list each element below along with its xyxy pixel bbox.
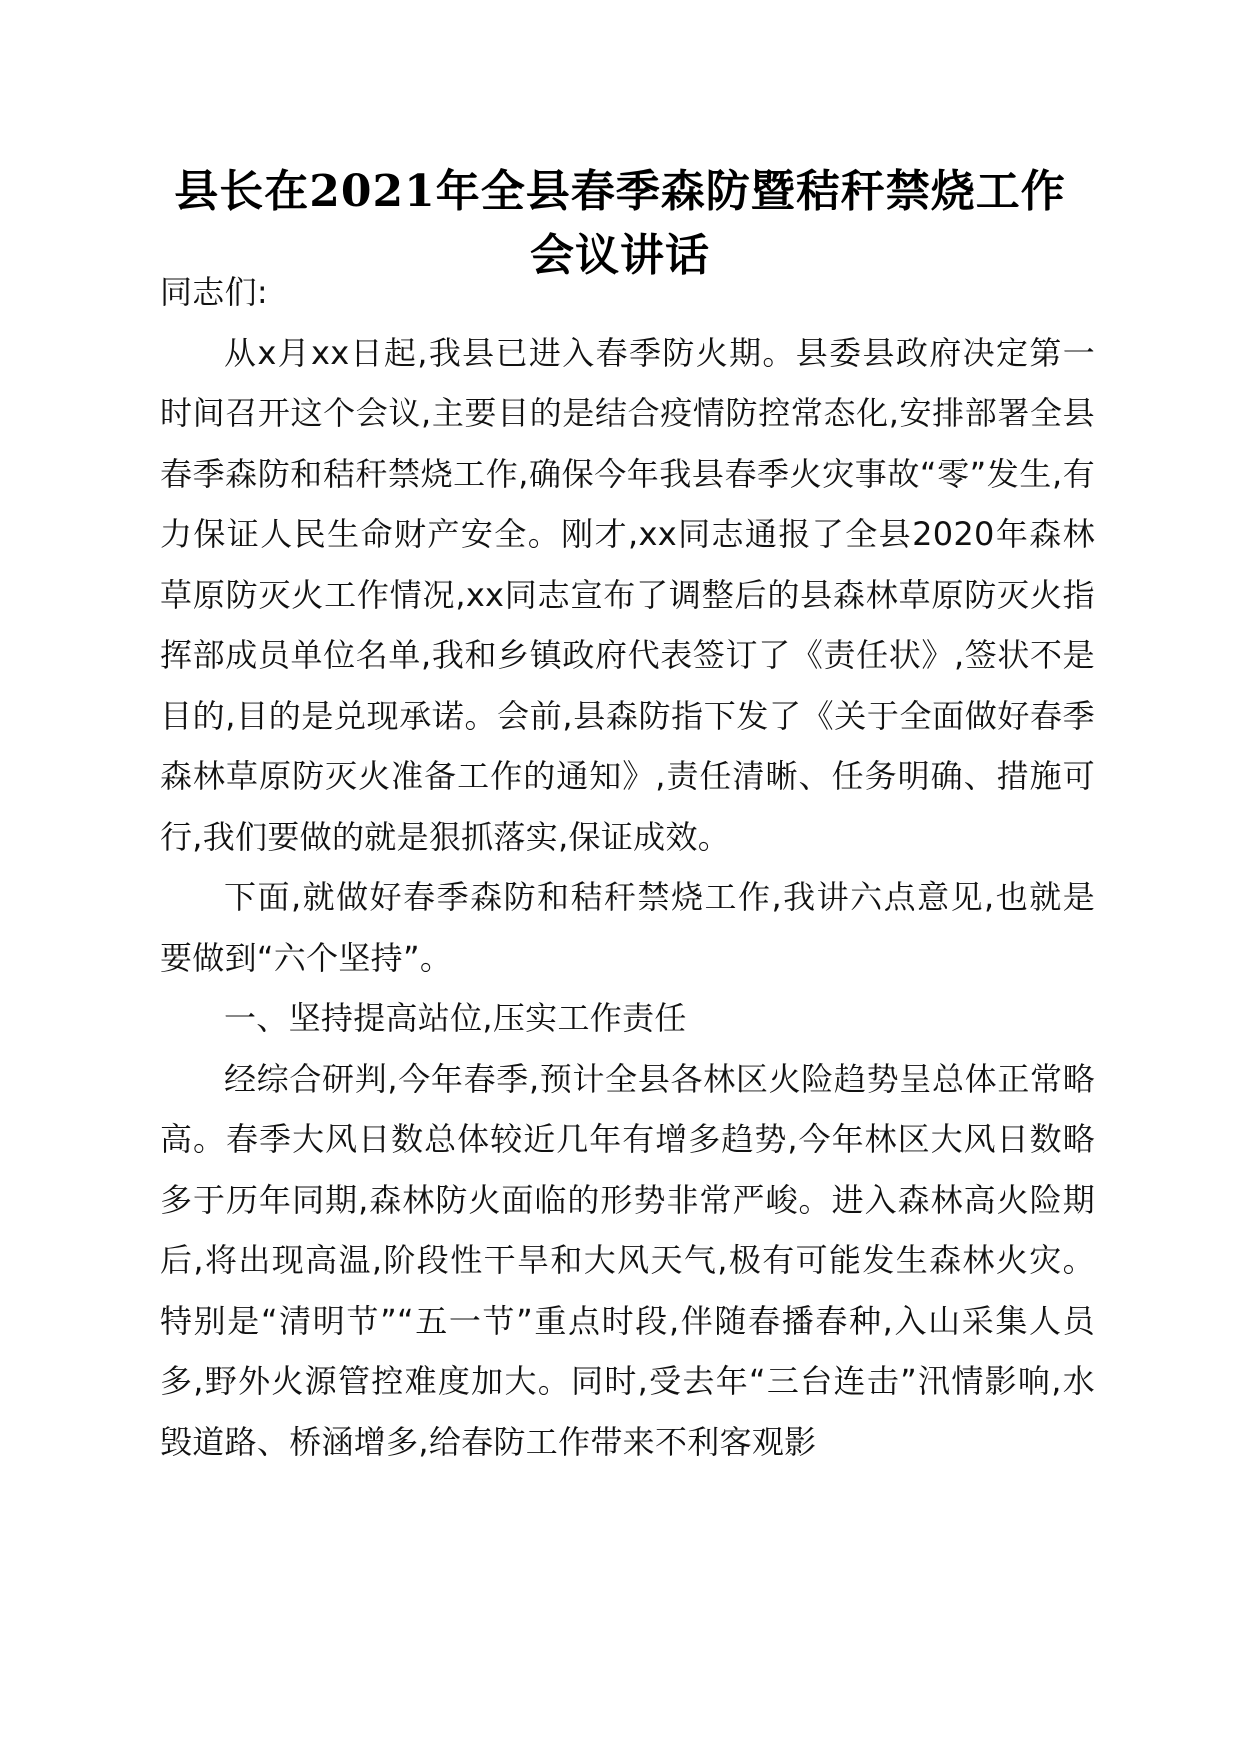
section-1-paragraph: 经综合研判,今年春季,预计全县各林区火险趋势呈总体正常略高。春季大风日数总体较近几年有增多趋势,今年林区大风日数略多于历年同期,森林防火面临的形势非常严峻。进入森林高火险期后,将出现高温,阶段性干旱和大风天气,极有可能发生森林火灾。特别是“清明节”“五一节”重点时段,伴随春播春种,入山采集人员多,野外火源管控难度加大。同时,受去年“三台连击”汛情影响,水毁道路、桥涵增多,给春防工作带来不利客观影 (160, 1059, 1095, 1461)
document-title-line-1: 县长在2021年全县春季森防暨秸秆禁烧工作 (174, 166, 1066, 217)
document-title-line-2: 会议讲话 (530, 230, 710, 281)
salutation: 同志们: (160, 273, 268, 311)
document-body (160, 262, 1095, 1472)
body-paragraph-overview: 下面,就做好春季森防和秸秆禁烧工作,我讲六点意见,也就是要做到“六个坚持”。 (160, 878, 1095, 977)
body-paragraph-opening: 从x月xx日起,我县已进入春季防火期。县委县政府决定第一时间召开这个会议,主要目的是结合疫情防控常态化,安排部署全县春季森防和秸秆禁烧工作,确保今年我县春季火灾事故“零”发生,有力保证人民生命财产安全。刚才,xx同志通报了全县2020年森林草原防灭火工作情况,xx同志宣布了调整后的县森林草原防灭火指挥部成员单位名单,我和乡镇政府代表签订了《责任状》,签状不是目的,目的是兑现承诺。会前,县森防指下发了《关于全面做好春季森林草原防灭火准备工作的通知》,责任清晰、任务明确、措施可行,我们要做的就是狠抓落实,保证成效。 (160, 333, 1095, 856)
section-heading-1: 一、坚持提高站位,压实工作责任 (224, 999, 687, 1037)
